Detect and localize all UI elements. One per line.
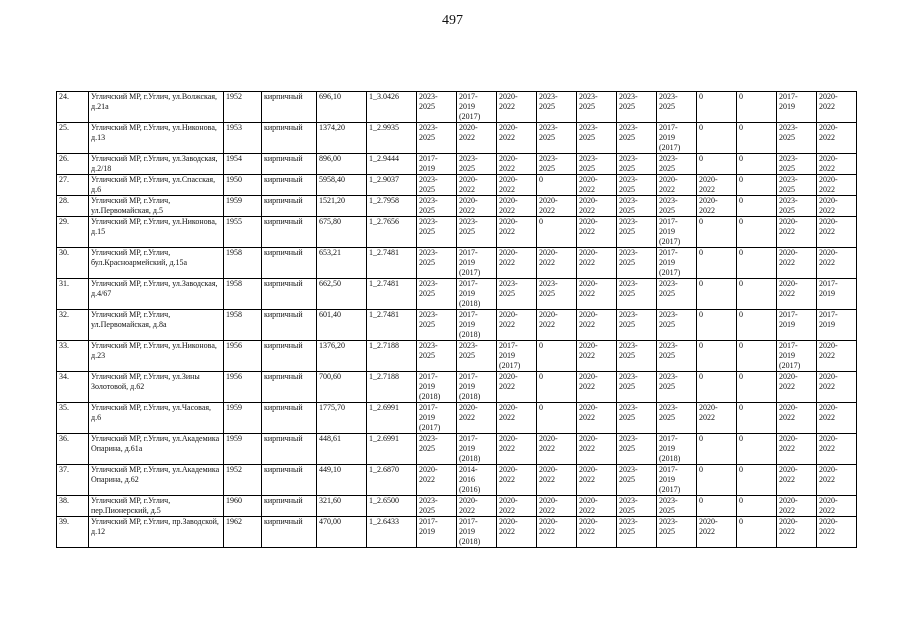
- page-number: 497: [442, 13, 463, 28]
- wall-material-cell: кирпичный: [262, 434, 317, 465]
- row-number-cell: 24.: [57, 92, 89, 123]
- work-period-cell: 2020- 2022: [777, 217, 817, 248]
- work-period-cell: 2020- 2022: [457, 175, 497, 196]
- work-period-cell: 2023- 2025: [417, 279, 457, 310]
- work-period-cell: 2017- 2019: [777, 92, 817, 123]
- work-period-cell: 0: [697, 372, 737, 403]
- address-cell: Угличский МР, г.Углич, ул.Первомайская, д.5: [89, 196, 224, 217]
- work-period-cell: 2017- 2019 (2017): [417, 403, 457, 434]
- work-period-cell: 2017- 2019: [817, 279, 857, 310]
- work-period-cell: 2023- 2025: [617, 403, 657, 434]
- work-period-cell: 0: [737, 517, 777, 548]
- work-period-cell: 0: [737, 175, 777, 196]
- work-period-cell: 0: [737, 310, 777, 341]
- address-cell: Угличский МР, г.Углич, бул.Красноармейский, д.15а: [89, 248, 224, 279]
- work-period-cell: 2020- 2022: [537, 248, 577, 279]
- work-period-cell: 2020- 2022: [497, 403, 537, 434]
- priority-index-cell: 1_2.9037: [367, 175, 417, 196]
- work-period-cell: 2017- 2019: [417, 154, 457, 175]
- table-row: [57, 403, 857, 434]
- area-cell: 1376,20: [317, 341, 367, 372]
- work-period-cell: 2020- 2022: [777, 279, 817, 310]
- address-cell: Угличский МР, г.Углич, ул.Никонова, д.13: [89, 123, 224, 154]
- work-period-cell: 2020- 2022: [577, 403, 617, 434]
- work-period-cell: 2020- 2022: [497, 372, 537, 403]
- work-period-cell: 0: [737, 341, 777, 372]
- work-period-cell: 2020- 2022: [537, 517, 577, 548]
- year-built-cell: 1959: [224, 403, 262, 434]
- year-built-cell: 1955: [224, 217, 262, 248]
- area-cell: 470,00: [317, 517, 367, 548]
- table-row: [57, 310, 857, 341]
- work-period-cell: 0: [697, 341, 737, 372]
- work-period-cell: 2017- 2019: [777, 310, 817, 341]
- work-period-cell: 2017- 2019 (2017): [657, 248, 697, 279]
- table-body: [57, 92, 857, 548]
- work-period-cell: 2023- 2025: [617, 310, 657, 341]
- work-period-cell: 2023- 2025: [457, 217, 497, 248]
- work-period-cell: 2020- 2022: [577, 517, 617, 548]
- work-period-cell: 2020- 2022: [537, 465, 577, 496]
- priority-index-cell: 1_2.6500: [367, 496, 417, 517]
- work-period-cell: 2020- 2022: [777, 517, 817, 548]
- work-period-cell: 0: [697, 310, 737, 341]
- row-number-cell: 27.: [57, 175, 89, 196]
- work-period-cell: 0: [697, 279, 737, 310]
- year-built-cell: 1959: [224, 196, 262, 217]
- row-number-cell: 28.: [57, 196, 89, 217]
- work-period-cell: 2020- 2022: [697, 403, 737, 434]
- row-number-cell: 26.: [57, 154, 89, 175]
- work-period-cell: 0: [537, 217, 577, 248]
- address-cell: Угличский МР, г.Углич, ул.Спасская, д.6: [89, 175, 224, 196]
- row-number-cell: 33.: [57, 341, 89, 372]
- work-period-cell: 2020- 2022: [697, 175, 737, 196]
- work-period-cell: 2017- 2019 (2017): [777, 341, 817, 372]
- area-cell: 696,10: [317, 92, 367, 123]
- work-period-cell: 2020- 2022: [497, 123, 537, 154]
- work-period-cell: 2023- 2025: [657, 372, 697, 403]
- work-period-cell: 2020- 2022: [777, 248, 817, 279]
- work-period-cell: 2023- 2025: [617, 372, 657, 403]
- work-period-cell: 0: [697, 248, 737, 279]
- work-period-cell: 2017- 2019 (2018): [457, 372, 497, 403]
- priority-index-cell: 1_2.7188: [367, 341, 417, 372]
- address-cell: Угличский МР, г.Углич, ул.Никонова, д.23: [89, 341, 224, 372]
- priority-index-cell: 1_2.6991: [367, 403, 417, 434]
- work-period-cell: 2017- 2019 (2018): [417, 372, 457, 403]
- work-period-cell: 2020- 2022: [817, 517, 857, 548]
- work-period-cell: 0: [737, 372, 777, 403]
- address-cell: Угличский МР, г.Углич, ул.Заводская, д.4/67: [89, 279, 224, 310]
- work-period-cell: 2023- 2025: [537, 92, 577, 123]
- wall-material-cell: кирпичный: [262, 279, 317, 310]
- work-period-cell: 2014- 2016 (2016): [457, 465, 497, 496]
- row-number-cell: 34.: [57, 372, 89, 403]
- year-built-cell: 1959: [224, 434, 262, 465]
- work-period-cell: 2020- 2022: [497, 248, 537, 279]
- row-number-cell: 38.: [57, 496, 89, 517]
- work-period-cell: 2023- 2025: [617, 517, 657, 548]
- area-cell: 700,60: [317, 372, 367, 403]
- year-built-cell: 1954: [224, 154, 262, 175]
- work-period-cell: 0: [737, 465, 777, 496]
- work-period-cell: 2023- 2025: [417, 217, 457, 248]
- work-period-cell: 2020- 2022: [817, 175, 857, 196]
- work-period-cell: 2023- 2025: [577, 123, 617, 154]
- year-built-cell: 1956: [224, 372, 262, 403]
- work-period-cell: 2017- 2019 (2018): [457, 434, 497, 465]
- table-row: [57, 196, 857, 217]
- work-period-cell: 2023- 2025: [457, 154, 497, 175]
- work-period-cell: 2020- 2022: [457, 403, 497, 434]
- work-period-cell: 2023- 2025: [777, 196, 817, 217]
- work-period-cell: 2023- 2025: [617, 196, 657, 217]
- work-period-cell: 2020- 2022: [537, 310, 577, 341]
- work-period-cell: 2020- 2022: [777, 372, 817, 403]
- table-row: [57, 434, 857, 465]
- work-period-cell: 2023- 2025: [777, 175, 817, 196]
- wall-material-cell: кирпичный: [262, 341, 317, 372]
- work-period-cell: 0: [737, 92, 777, 123]
- work-period-cell: 2020- 2022: [817, 196, 857, 217]
- work-period-cell: 2023- 2025: [657, 92, 697, 123]
- row-number-cell: 35.: [57, 403, 89, 434]
- work-period-cell: 0: [697, 92, 737, 123]
- work-period-cell: 2020- 2022: [497, 154, 537, 175]
- work-period-cell: 2023- 2025: [657, 496, 697, 517]
- work-period-cell: 2020- 2022: [817, 217, 857, 248]
- housing-registry-table: [56, 91, 857, 548]
- work-period-cell: 2017- 2019 (2018): [457, 310, 497, 341]
- area-cell: 675,80: [317, 217, 367, 248]
- year-built-cell: 1952: [224, 92, 262, 123]
- work-period-cell: 0: [737, 434, 777, 465]
- work-period-cell: 0: [737, 279, 777, 310]
- work-period-cell: 2020- 2022: [577, 434, 617, 465]
- work-period-cell: 2023- 2025: [417, 341, 457, 372]
- work-period-cell: 2017- 2019 (2017): [657, 217, 697, 248]
- work-period-cell: 0: [537, 372, 577, 403]
- work-period-cell: 2023- 2025: [537, 123, 577, 154]
- work-period-cell: 2023- 2025: [417, 175, 457, 196]
- work-period-cell: 2020- 2022: [777, 403, 817, 434]
- work-period-cell: 2020- 2022: [537, 434, 577, 465]
- work-period-cell: 2020- 2022: [577, 196, 617, 217]
- work-period-cell: 2017- 2019 (2017): [457, 92, 497, 123]
- work-period-cell: 2023- 2025: [657, 310, 697, 341]
- work-period-cell: 2023- 2025: [577, 92, 617, 123]
- work-period-cell: 2023- 2025: [657, 517, 697, 548]
- work-period-cell: 2020- 2022: [577, 372, 617, 403]
- priority-index-cell: 1_2.7481: [367, 310, 417, 341]
- work-period-cell: 2023- 2025: [417, 310, 457, 341]
- work-period-cell: 2017- 2019 (2018): [457, 517, 497, 548]
- area-cell: 1775,70: [317, 403, 367, 434]
- work-period-cell: 2020- 2022: [577, 279, 617, 310]
- work-period-cell: 2020- 2022: [817, 403, 857, 434]
- work-period-cell: 2023- 2025: [417, 92, 457, 123]
- work-period-cell: 2020- 2022: [577, 217, 617, 248]
- work-period-cell: 2020- 2022: [817, 123, 857, 154]
- table-row: [57, 248, 857, 279]
- year-built-cell: 1958: [224, 248, 262, 279]
- work-period-cell: 2020- 2022: [497, 196, 537, 217]
- work-period-cell: 0: [737, 154, 777, 175]
- wall-material-cell: кирпичный: [262, 496, 317, 517]
- table-row: [57, 496, 857, 517]
- work-period-cell: 2023- 2025: [617, 248, 657, 279]
- row-number-cell: 29.: [57, 217, 89, 248]
- row-number-cell: 39.: [57, 517, 89, 548]
- work-period-cell: 2023- 2025: [617, 434, 657, 465]
- work-period-cell: 2023- 2025: [457, 341, 497, 372]
- work-period-cell: 2017- 2019: [417, 517, 457, 548]
- wall-material-cell: кирпичный: [262, 92, 317, 123]
- work-period-cell: 2023- 2025: [657, 341, 697, 372]
- work-period-cell: 2020- 2022: [577, 310, 617, 341]
- work-period-cell: 2020- 2022: [817, 465, 857, 496]
- area-cell: 896,00: [317, 154, 367, 175]
- work-period-cell: 0: [537, 403, 577, 434]
- work-period-cell: 0: [537, 175, 577, 196]
- table-row: [57, 279, 857, 310]
- wall-material-cell: кирпичный: [262, 248, 317, 279]
- work-period-cell: 2020- 2022: [457, 123, 497, 154]
- area-cell: 1374,20: [317, 123, 367, 154]
- priority-index-cell: 1_2.7188: [367, 372, 417, 403]
- address-cell: Угличский МР, г.Углич, ул.Волжская, д.21а: [89, 92, 224, 123]
- work-period-cell: 2017- 2019 (2017): [457, 248, 497, 279]
- work-period-cell: 2023- 2025: [617, 175, 657, 196]
- table-row: [57, 154, 857, 175]
- address-cell: Угличский МР, г.Углич, ул.Академика Опарина, д.62: [89, 465, 224, 496]
- work-period-cell: 2020- 2022: [497, 465, 537, 496]
- work-period-cell: 2020- 2022: [537, 496, 577, 517]
- wall-material-cell: кирпичный: [262, 154, 317, 175]
- address-cell: Угличский МР, г.Углич, пер.Пионерский, д.5: [89, 496, 224, 517]
- work-period-cell: 2020- 2022: [817, 92, 857, 123]
- area-cell: 653,21: [317, 248, 367, 279]
- work-period-cell: 2020- 2022: [817, 496, 857, 517]
- work-period-cell: 2023- 2025: [417, 196, 457, 217]
- work-period-cell: 0: [537, 341, 577, 372]
- area-cell: 1521,20: [317, 196, 367, 217]
- work-period-cell: 2023- 2025: [777, 154, 817, 175]
- table-row: [57, 92, 857, 123]
- work-period-cell: 2023- 2025: [537, 154, 577, 175]
- work-period-cell: 2020- 2022: [497, 217, 537, 248]
- work-period-cell: 0: [737, 496, 777, 517]
- year-built-cell: 1958: [224, 310, 262, 341]
- priority-index-cell: 1_2.9935: [367, 123, 417, 154]
- work-period-cell: 2017- 2019 (2018): [457, 279, 497, 310]
- work-period-cell: 2020- 2022: [817, 154, 857, 175]
- work-period-cell: 2020- 2022: [537, 196, 577, 217]
- work-period-cell: 2017- 2019 (2017): [497, 341, 537, 372]
- area-cell: 662,50: [317, 279, 367, 310]
- work-period-cell: 2023- 2025: [537, 279, 577, 310]
- row-number-cell: 32.: [57, 310, 89, 341]
- work-period-cell: 2023- 2025: [417, 496, 457, 517]
- work-period-cell: 2020- 2022: [777, 434, 817, 465]
- work-period-cell: 2023- 2025: [417, 248, 457, 279]
- work-period-cell: 2020- 2022: [817, 434, 857, 465]
- address-cell: Угличский МР, г.Углич, пр.Заводской, д.12: [89, 517, 224, 548]
- work-period-cell: 0: [737, 217, 777, 248]
- work-period-cell: 2023- 2025: [497, 279, 537, 310]
- work-period-cell: 2020- 2022: [497, 434, 537, 465]
- year-built-cell: 1956: [224, 341, 262, 372]
- priority-index-cell: 1_2.6433: [367, 517, 417, 548]
- work-period-cell: 2023- 2025: [617, 341, 657, 372]
- wall-material-cell: кирпичный: [262, 196, 317, 217]
- work-period-cell: 2017- 2019: [817, 310, 857, 341]
- wall-material-cell: кирпичный: [262, 217, 317, 248]
- work-period-cell: 2020- 2022: [817, 248, 857, 279]
- table-row: [57, 341, 857, 372]
- work-period-cell: 0: [737, 248, 777, 279]
- table-row: [57, 175, 857, 196]
- table-row: [57, 123, 857, 154]
- work-period-cell: 2017- 2019 (2018): [657, 434, 697, 465]
- work-period-cell: 2023- 2025: [777, 123, 817, 154]
- work-period-cell: 0: [737, 403, 777, 434]
- work-period-cell: 0: [697, 465, 737, 496]
- table-row: [57, 465, 857, 496]
- area-cell: 449,10: [317, 465, 367, 496]
- work-period-cell: 2023- 2025: [657, 279, 697, 310]
- table-row: [57, 517, 857, 548]
- work-period-cell: 0: [697, 434, 737, 465]
- year-built-cell: 1953: [224, 123, 262, 154]
- year-built-cell: 1952: [224, 465, 262, 496]
- work-period-cell: 2020- 2022: [577, 465, 617, 496]
- priority-index-cell: 1_2.7481: [367, 279, 417, 310]
- work-period-cell: 2023- 2025: [617, 279, 657, 310]
- work-period-cell: 2020- 2022: [417, 465, 457, 496]
- work-period-cell: 2020- 2022: [497, 496, 537, 517]
- address-cell: Угличский МР, г.Углич, ул.Никонова, д.15: [89, 217, 224, 248]
- wall-material-cell: кирпичный: [262, 403, 317, 434]
- work-period-cell: 2023- 2025: [657, 403, 697, 434]
- year-built-cell: 1962: [224, 517, 262, 548]
- work-period-cell: 2023- 2025: [617, 123, 657, 154]
- year-built-cell: 1960: [224, 496, 262, 517]
- address-cell: Угличский МР, г.Углич, ул.Академика Опарина, д.61а: [89, 434, 224, 465]
- address-cell: Угличский МР, г.Углич, ул.Часовая, д.6: [89, 403, 224, 434]
- priority-index-cell: 1_2.9444: [367, 154, 417, 175]
- wall-material-cell: кирпичный: [262, 310, 317, 341]
- row-number-cell: 36.: [57, 434, 89, 465]
- row-number-cell: 37.: [57, 465, 89, 496]
- year-built-cell: 1958: [224, 279, 262, 310]
- work-period-cell: 2023- 2025: [657, 154, 697, 175]
- work-period-cell: 2020- 2022: [697, 517, 737, 548]
- work-period-cell: 2020- 2022: [497, 310, 537, 341]
- work-period-cell: 2020- 2022: [577, 496, 617, 517]
- work-period-cell: 2023- 2025: [617, 154, 657, 175]
- table-row: [57, 372, 857, 403]
- work-period-cell: 2020- 2022: [657, 175, 697, 196]
- work-period-cell: 0: [697, 217, 737, 248]
- row-number-cell: 30.: [57, 248, 89, 279]
- work-period-cell: 2020- 2022: [777, 465, 817, 496]
- wall-material-cell: кирпичный: [262, 465, 317, 496]
- wall-material-cell: кирпичный: [262, 372, 317, 403]
- area-cell: 601,40: [317, 310, 367, 341]
- work-period-cell: 2023- 2025: [417, 123, 457, 154]
- work-period-cell: 2020- 2022: [697, 196, 737, 217]
- work-period-cell: 2017- 2019 (2017): [657, 123, 697, 154]
- priority-index-cell: 1_2.7481: [367, 248, 417, 279]
- work-period-cell: 2020- 2022: [577, 341, 617, 372]
- address-cell: Угличский МР, г.Углич, ул.Первомайская, д.8а: [89, 310, 224, 341]
- work-period-cell: 2020- 2022: [497, 175, 537, 196]
- work-period-cell: 2020- 2022: [457, 496, 497, 517]
- work-period-cell: 2023- 2025: [617, 465, 657, 496]
- table-row: [57, 217, 857, 248]
- work-period-cell: 2023- 2025: [417, 434, 457, 465]
- work-period-cell: 2023- 2025: [577, 154, 617, 175]
- work-period-cell: 2020- 2022: [577, 248, 617, 279]
- wall-material-cell: кирпичный: [262, 123, 317, 154]
- work-period-cell: 0: [737, 196, 777, 217]
- work-period-cell: 2023- 2025: [617, 496, 657, 517]
- address-cell: Угличский МР, г.Углич, ул.Заводская, д.2/18: [89, 154, 224, 175]
- address-cell: Угличский МР, г.Углич, ул.Зины Золотовой, д.62: [89, 372, 224, 403]
- work-period-cell: 2020- 2022: [777, 496, 817, 517]
- wall-material-cell: кирпичный: [262, 517, 317, 548]
- work-period-cell: 0: [737, 123, 777, 154]
- row-number-cell: 31.: [57, 279, 89, 310]
- work-period-cell: 2020- 2022: [457, 196, 497, 217]
- work-period-cell: 2023- 2025: [617, 217, 657, 248]
- priority-index-cell: 1_2.6870: [367, 465, 417, 496]
- wall-material-cell: кирпичный: [262, 175, 317, 196]
- year-built-cell: 1950: [224, 175, 262, 196]
- work-period-cell: 2023- 2025: [657, 196, 697, 217]
- priority-index-cell: 1_3.0426: [367, 92, 417, 123]
- priority-index-cell: 1_2.7958: [367, 196, 417, 217]
- work-period-cell: 2020- 2022: [497, 517, 537, 548]
- row-number-cell: 25.: [57, 123, 89, 154]
- work-period-cell: 2020- 2022: [817, 341, 857, 372]
- area-cell: 321,60: [317, 496, 367, 517]
- work-period-cell: 2020- 2022: [817, 372, 857, 403]
- priority-index-cell: 1_2.6991: [367, 434, 417, 465]
- area-cell: 5958,40: [317, 175, 367, 196]
- work-period-cell: 2020- 2022: [577, 175, 617, 196]
- area-cell: 448,61: [317, 434, 367, 465]
- work-period-cell: 0: [697, 123, 737, 154]
- work-period-cell: 2020- 2022: [497, 92, 537, 123]
- work-period-cell: 2023- 2025: [617, 92, 657, 123]
- priority-index-cell: 1_2.7656: [367, 217, 417, 248]
- work-period-cell: 0: [697, 154, 737, 175]
- work-period-cell: 0: [697, 496, 737, 517]
- work-period-cell: 2017- 2019 (2017): [657, 465, 697, 496]
